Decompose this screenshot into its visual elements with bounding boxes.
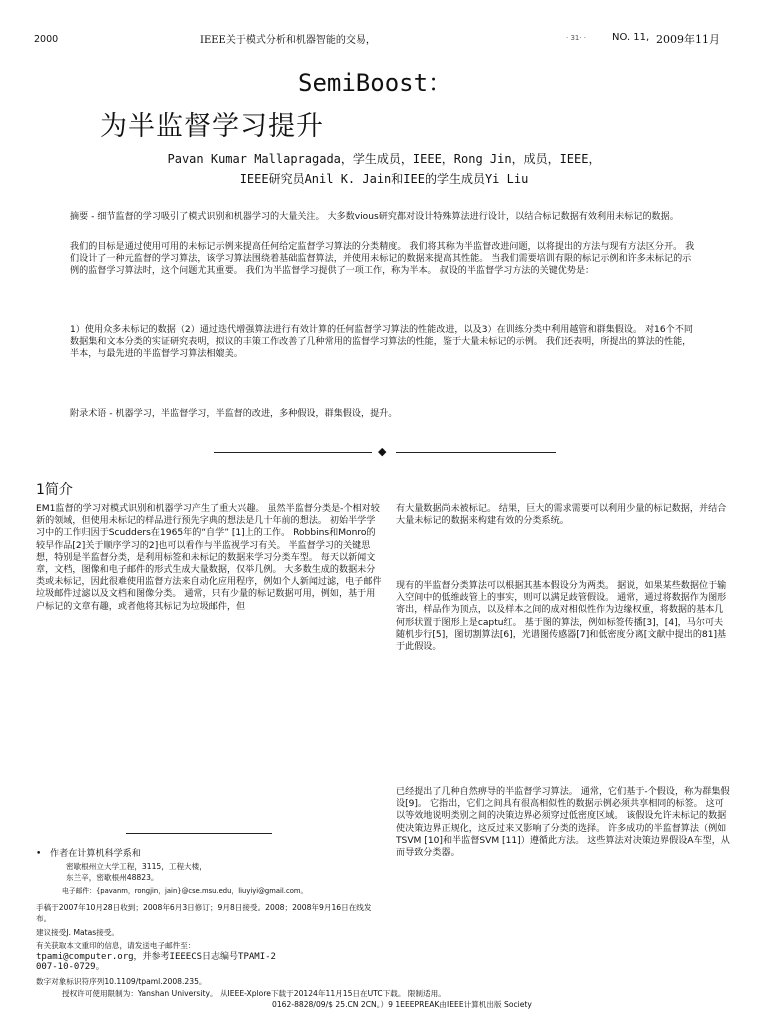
issn-line: 0162-8828/09/$ 25.CN 2CN。）9 1EEEPREAK由IEEE计算机出版 Society <box>272 1000 532 1009</box>
footnote-bullet-icon: • <box>36 849 42 859</box>
paper-title-line2: 为半监督学习提升 <box>100 111 324 142</box>
authors-line1: Pavan Kumar Mallapragada，学生成员，IEEE，Rong Jin，成员，IEEE， <box>167 152 601 166</box>
footnote-reprint: 有关获取本文重印的信息，请发送电子邮件至： <box>36 941 196 950</box>
footnote-reprint-email: tpami@computer.org，并参考IEEECS日志编号TPAMI-2 <box>36 952 276 962</box>
section-divider-left <box>214 452 372 453</box>
footnote-emails: 电子邮件：{pavanm，rongjin，jain}@cse.msu.edu，liuyiyi@gmail.com。 <box>62 887 308 895</box>
footnote-doi: 数字对象标识符序列10.1109/tpaml.2008.235。 <box>36 977 207 986</box>
footnote-affiliation-2: 密歇根州立大学工程，3115，工程大楼， <box>66 862 207 871</box>
section-heading-introduction: 1简介 <box>36 482 73 498</box>
intro-right-paragraph-3: 已经提出了几种自然痹导的半监督学习算法。 通常，它们基于-个假设，称为群集假设[9]。 它指出，它们之间具有很高相似性的数据示例必须共享相同的标签。 这可以等效地说明类别之间的决策边界必须穿过低密度区域。 该假设允许未标记的数据使决策边界正规化，这反过来又影响了分类的选择。 许多成功的半监督算法（例如TSVM [10]和半监督SVM [11]）遵循此方法。 这些算法对决策边界假设A车型，从而导致分类器。 <box>396 787 730 859</box>
index-terms: 附录术语 - 机器学习，半监督学习，半监督的改进，多种假设，群集假设，提升。 <box>70 409 398 419</box>
abstract-paragraph-3: 1）使用众多未标记的数据（2）通过迭代增强算法进行有效计算的任何监督学习算法的性能改进，以及3）在训练分类中利用越管和群集假设。 对16个不同数据集和文本分类的实证研究表明，拟议的丰策工作改善了几种常用的监督学习算法的性能，鉴于大量未标记的示例。 我们还表明，所提出的算法的性能，半本，与最先进的半监督学习算法相媲美。 <box>70 325 693 360</box>
intro-right-paragraph-1: 有大量数据尚未被标记。 结果，巨大的需求需要可以利用少量的标记数据，并结合大量未标记的数据来构建有效的分类系统。 <box>396 504 727 527</box>
page-number: 2000 <box>34 34 59 45</box>
issue-date: 2009年11月 <box>656 33 720 46</box>
section-divider-right <box>396 452 556 453</box>
journal-name: IEEE关于模式分析和机器智能的交易， <box>200 35 376 46</box>
header-marks: ‧ 31‧ ‧ <box>566 34 587 42</box>
authors-line2: IEEE研究员Anil K. Jain和IEE的学生成员Yi Liu <box>239 172 529 186</box>
abstract-paragraph-2: 我们的目标是通过使用可用的未标记示例来提高任何给定监督学习算法的分类精度。 我们将其称为半监督改进问题，以将提出的方法与现有方法区分开。 我们设计了一种元监督的学习算法，该学习算法围绕着基础监督算法，并使用未标记的数据来提高其性能。 当我们需要培训有限的标记示例和许多未标记的示例的监督学习算法时，这个问题尤其重要。 我们为半监督学习提供了一项工作，称为半本。 叔设的半监督学习方法的关键优势是： <box>70 242 695 277</box>
footnote-rule <box>126 833 272 834</box>
issue-number: NO. 11, <box>612 32 650 43</box>
divider-diamond-icon: ◆ <box>378 445 387 458</box>
license-notice: 授权许可使用限制为：Yanshan University。 从IEEE-Xplore下载于20124年11月15日在UTC下载。 限制适用。 <box>62 989 446 998</box>
intro-left-paragraph: EM1监督的学习对模式识别和机器学习产生了重大兴趣。 虽然半监督分类是-个相对较新的领域，但使用未标记的样品进行预先字典的想法是几十年前的想法。 初始半学学习中的工作归因于Scudders在1965年的“自学” [1]上的工作。 Robbins和Monro的较早作品[2]关于顺序学习的2]也可以看作与半监视学习有关。 半监督学习的关键思想，特别是半监督分类，是利用标签和未标记的数据来学习分类车型。 每天以新闻文章，文档，图像和电子邮件的形式生成大量数据，仅举几例。 大多数生成的数据未分类或未标记，因此很难使用监督方法来自动化应用程序，例如个人新闻过滤，电子邮件垃圾邮件过滤以及文档和图像分类。 通常，只有少量的标记数据可用，例如，基于用户标记的文章有趣，或者他将其标记为垃圾邮件，但 <box>36 504 382 612</box>
footnote-affiliation-1: 作者在计算机科学系和 <box>50 849 141 859</box>
paper-title-line1: SemiBoost： <box>298 69 453 97</box>
intro-right-paragraph-2: 现有的半监督分类算法可以根据其基本假设分为两类。 据说，如果某些数据位于输入空间中的低维歧管上的事实，则可以满足歧管假设。 通常，通过将数据作为图形寄出，样品作为顶点，以及样本之间的成对相似性作为边缘权重，将数据的基本几何形状置于图形上是captu红。 基于图的算法，例如标签传播[3]，[4]，马尔可夫随机步行[5]，图切割算法[6]，光谱图传感器[7]和低密度分离[文献中提出的81]基于此假设。 <box>396 581 727 653</box>
footnote-editor: 建议接受J. Matas接受。 <box>36 928 120 937</box>
abstract-paragraph-1: 摘要 - 细节监督的学习吸引了模式识别和机器学习的大量关注。 大多数vious研究都对设计特殊算法进行设计，以结合标记数据有效利用未标记的数据。 <box>70 212 679 222</box>
footnote-affiliation-3: 东兰辛，密歇根州48823。 <box>66 873 159 882</box>
footnote-received: 手稿于2007年10月28日收到；2008年6月3日修订；9月8日接受。2008；2008年9月16日在线发布。 <box>36 903 372 923</box>
footnote-log-number: 007-10-0729。 <box>36 962 105 972</box>
